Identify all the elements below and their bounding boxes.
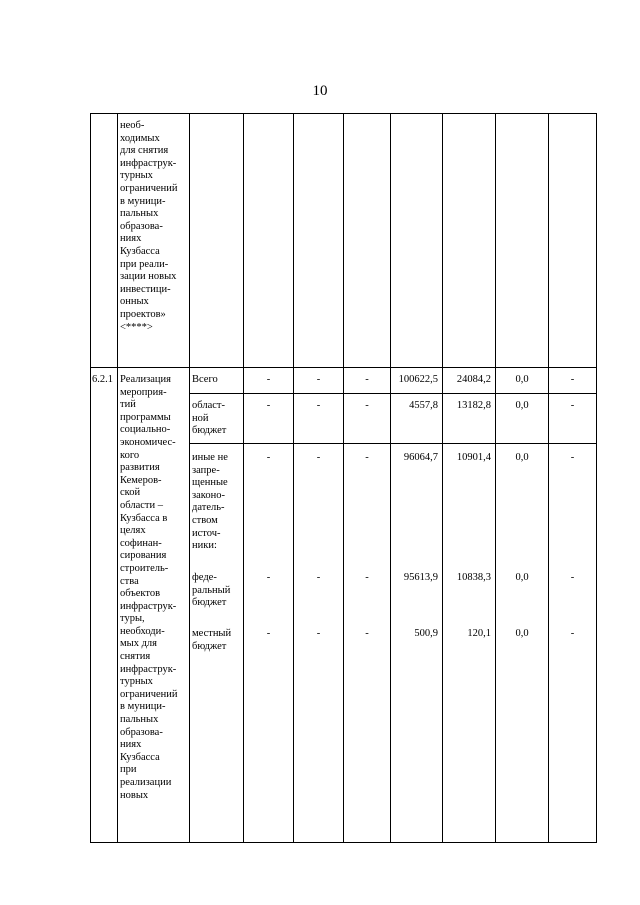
item-name: Реализация мероприя- тий программы социально- экономичес- кого развития Кемеров- ской области – Кузбасса в целях софинан- сирования строитель- ства объектов инфраструк- туры, необходи- мых для снятия инфраструк- турных ограничений в муници- пальных образова- ниях Кузбасса при реализации новых — [118, 368, 190, 843]
value-cell: 95613,9 — [403, 572, 438, 583]
value-group — [496, 444, 549, 843]
value-cell: - — [266, 572, 271, 583]
value-cell: - — [549, 368, 597, 394]
source-label: феде- ральный бюджет — [192, 572, 231, 609]
source-label-group — [190, 444, 244, 843]
page-number: 10 — [312, 83, 328, 99]
value-group — [549, 444, 597, 843]
value-cell: 0,0 — [496, 394, 549, 444]
value-cell: 96064,7 — [403, 452, 438, 463]
value-group — [344, 444, 391, 843]
value-cell: - — [344, 394, 391, 444]
value-cell: 0,0 — [496, 368, 549, 394]
value-cell: - — [365, 452, 369, 463]
cell-empty — [244, 114, 294, 368]
value-group — [244, 444, 294, 843]
value-cell: - — [316, 452, 321, 463]
value-cell: 120,1 — [467, 628, 491, 639]
value-cell: - — [344, 368, 391, 394]
continuation-text: необ- ходимых для снятия инфраструк- турных ограничений в муници- пальных образова- ниях Кузбасса при реали- зации новых инвестици- онных проектов» <****> — [118, 114, 190, 368]
source-label: местный бюджет — [192, 628, 232, 652]
cell-empty — [391, 114, 443, 368]
value-cell: 0,0 — [515, 572, 529, 583]
value-cell: - — [316, 572, 321, 583]
value-cell: - — [244, 368, 294, 394]
value-cell: - — [266, 452, 271, 463]
value-cell: - — [244, 394, 294, 444]
value-cell: - — [365, 628, 369, 639]
value-cell: 24084,2 — [443, 368, 496, 394]
value-cell: - — [570, 628, 575, 639]
value-cell: - — [365, 572, 369, 583]
cell-empty — [344, 114, 391, 368]
value-group — [443, 444, 496, 843]
table-row-total — [91, 368, 597, 394]
value-group — [391, 444, 443, 843]
value-cell: 0,0 — [515, 628, 529, 639]
cell-empty — [91, 114, 118, 368]
value-cell: - — [266, 628, 271, 639]
cell-empty — [496, 114, 549, 368]
cell-empty — [443, 114, 496, 368]
item-number: 6.2.1 — [91, 368, 118, 843]
value-cell: 4557,8 — [391, 394, 443, 444]
value-cell: 13182,8 — [443, 394, 496, 444]
budget-table — [90, 113, 597, 843]
value-cell: - — [294, 394, 344, 444]
value-cell: 500,9 — [414, 628, 438, 639]
source-label: област- ной бюджет — [190, 394, 244, 444]
value-cell: 100622,5 — [391, 368, 443, 394]
value-cell: - — [570, 452, 575, 463]
table-row-continuation — [91, 114, 597, 368]
source-label: Всего — [190, 368, 244, 394]
cell-empty — [190, 114, 244, 368]
value-cell: 0,0 — [515, 452, 529, 463]
value-cell: 10838,3 — [456, 572, 491, 583]
value-cell: 10901,4 — [456, 452, 491, 463]
value-cell: - — [570, 572, 575, 583]
source-label: иные не запре- щенные законо- датель- ством источ- ники: — [192, 452, 228, 552]
value-cell: - — [549, 394, 597, 444]
value-cell: - — [316, 628, 321, 639]
cell-empty — [294, 114, 344, 368]
value-cell: - — [294, 368, 344, 394]
value-group — [294, 444, 344, 843]
cell-empty — [549, 114, 597, 368]
